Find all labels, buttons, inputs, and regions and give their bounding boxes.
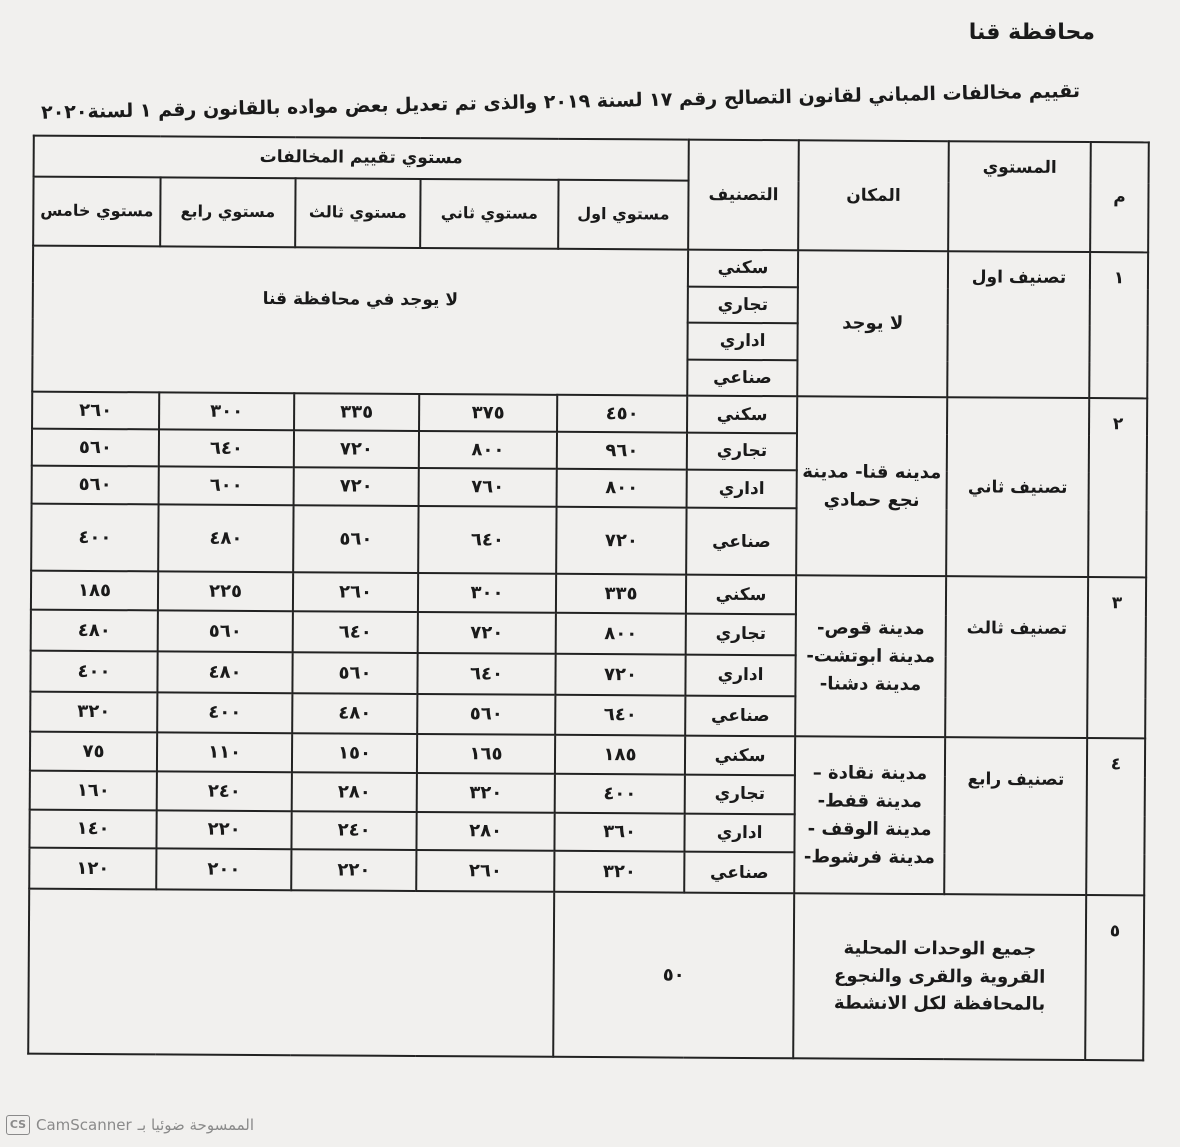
- tier-place: مدينة نقادة – مدينة قفط- مدينة الوقف - مدينة فرشوط-: [794, 737, 945, 895]
- tier-place: لا يوجد: [797, 250, 948, 397]
- use-type: اداري: [687, 469, 797, 508]
- use-type: صناعي: [684, 852, 794, 893]
- value-cell: ١٨٥: [555, 735, 685, 774]
- empty-cell: [28, 889, 554, 1057]
- use-type: تجاري: [686, 614, 796, 655]
- value-cell: ٣٠٠: [418, 573, 556, 613]
- header-level-5: مستوي خامس: [33, 176, 160, 246]
- value-cell: ٧٥: [30, 732, 157, 771]
- tier-level: تصنيف اول: [947, 251, 1090, 398]
- governorate-heading: محافظة قنا: [968, 20, 1095, 45]
- value-cell: ١٦٥: [417, 734, 555, 774]
- value-cell: ٣٧٥: [419, 394, 557, 431]
- value-cell: ١٥٠: [292, 733, 417, 772]
- value-cell: ١٨٥: [31, 571, 158, 610]
- tier-level: تصنيف ثالث: [945, 577, 1088, 739]
- tier-number: ٥: [1085, 895, 1144, 1060]
- value-cell: ٧٢٠: [556, 507, 686, 575]
- tier-number: ٢: [1088, 398, 1147, 577]
- header-level-4: مستوي رابع: [160, 177, 295, 247]
- value-cell: ٩٦٠: [557, 432, 687, 469]
- header-level-1: مستوي اول: [558, 180, 688, 250]
- use-type: سكني: [687, 396, 797, 433]
- document-title: تقييم مخالفات المباني لقانون التصالح رقم ١٧ لسنة ٢٠١٩ والذى تم تعديل بعض مواده بالقانون رقم ١ لسنة٢٠٢٠: [40, 80, 1081, 124]
- value-cell: ٢٦٠: [293, 573, 418, 612]
- scanner-watermark: [6, 1115, 254, 1135]
- value-cell: ٨٠٠: [419, 431, 557, 468]
- tier-place: مدينه قنا- مدينة نجع حمادي: [796, 397, 947, 577]
- value-cell: ١٤٠: [29, 809, 156, 848]
- tier-note: لا يوجد في محافظة قنا: [32, 246, 688, 396]
- value-cell: ٤٠٠: [157, 692, 292, 734]
- table-row: [31, 571, 1146, 616]
- header-level: المستوي: [948, 141, 1091, 252]
- value-cell: ١٦٠: [30, 771, 157, 810]
- value-cell: ٧٢٠: [294, 467, 419, 506]
- value-cell: ٥٠: [553, 892, 794, 1058]
- value-cell: ١٢٠: [29, 848, 156, 889]
- value-cell: ٢٨٠: [416, 812, 554, 852]
- tier-place: مدينة قوص- مدينة ابوتشت- مدينة دشنا-: [795, 576, 946, 738]
- tier-level: تصنيف ثاني: [946, 398, 1089, 578]
- value-cell: ٣٦٠: [554, 812, 684, 851]
- tier-number: ٤: [1086, 738, 1145, 895]
- use-type: تجاري: [688, 286, 798, 323]
- value-cell: ٨٠٠: [557, 468, 687, 507]
- use-type: صناعي: [687, 359, 797, 396]
- value-cell: ٢٠٠: [156, 849, 291, 891]
- value-cell: ١١٠: [157, 733, 292, 772]
- header-evaluation-levels: مستوي تقييم المخالفات: [34, 136, 689, 181]
- watermark-text: CamScanner: [36, 1116, 132, 1134]
- value-cell: ٣٢٠: [417, 773, 555, 813]
- value-cell: ٤٠٠: [30, 650, 157, 691]
- camscanner-logo-icon: CS: [6, 1115, 30, 1135]
- use-type: اداري: [684, 813, 794, 852]
- tier-number: ١: [1089, 252, 1148, 399]
- value-cell: ٤٥٠: [557, 395, 687, 432]
- value-cell: ٢٦٠: [416, 850, 554, 892]
- value-cell: ٥٦٠: [158, 611, 293, 653]
- value-cell: ٥٦٠: [417, 694, 555, 736]
- value-cell: ٣٣٥: [294, 394, 419, 431]
- value-cell: ٤٨٠: [157, 651, 292, 693]
- value-cell: ٦٤٠: [417, 653, 555, 695]
- value-cell: ٢٢٥: [158, 572, 293, 611]
- tier-place: جميع الوحدات المحلية القروية والقرى والنجوع بالمحافظة لكل الانشطة: [793, 893, 1086, 1060]
- header-classification: التصنيف: [688, 140, 799, 251]
- value-cell: ٣٢٠: [554, 851, 684, 892]
- violations-table-wrapper: [27, 135, 1148, 1062]
- value-cell: ٤٨٠: [158, 505, 293, 573]
- use-type: تجاري: [687, 433, 797, 470]
- value-cell: ٣٠٠: [159, 393, 294, 430]
- value-cell: ٦٤٠: [159, 429, 294, 466]
- value-cell: ٥٦٠: [293, 506, 418, 574]
- value-cell: ٧٦٠: [419, 468, 557, 508]
- value-cell: ٢٨٠: [292, 772, 417, 811]
- value-cell: ٤٠٠: [31, 504, 158, 572]
- value-cell: ٣٣٥: [556, 574, 686, 613]
- value-cell: ٥٦٠: [32, 465, 159, 504]
- watermark-text-ar: الممسوحة ضوئيا بـ: [137, 1116, 255, 1134]
- value-cell: ٦٠٠: [159, 466, 294, 505]
- header-level-2: مستوي ثاني: [420, 179, 558, 249]
- value-cell: ٢٤٠: [157, 771, 292, 810]
- value-cell: ٧٢٠: [294, 430, 419, 467]
- value-cell: ٢٢٠: [291, 849, 416, 890]
- tier-number: ٣: [1087, 578, 1146, 739]
- value-cell: ٢٦٠: [32, 392, 159, 429]
- use-type: اداري: [687, 323, 797, 360]
- table-row: [30, 732, 1145, 777]
- table-row: [33, 246, 1148, 289]
- use-type: سكني: [686, 575, 796, 614]
- value-cell: ٤٨٠: [292, 693, 417, 734]
- value-cell: ٤٨٠: [31, 610, 158, 651]
- value-cell: ٧٢٠: [418, 612, 556, 654]
- header-place: المكان: [798, 140, 949, 251]
- value-cell: ٤٠٠: [555, 774, 685, 813]
- value-cell: ٢٤٠: [291, 811, 416, 850]
- use-type: اداري: [685, 654, 795, 695]
- value-cell: ٦٤٠: [293, 611, 418, 652]
- value-cell: ٣٢٠: [30, 691, 157, 732]
- value-cell: ٧٢٠: [555, 654, 685, 695]
- header-level-3: مستوي ثالث: [295, 178, 420, 248]
- value-cell: ٢٢٠: [156, 810, 291, 849]
- violations-table: [27, 135, 1150, 1062]
- use-type: سكني: [685, 736, 795, 775]
- header-num: م: [1090, 142, 1149, 252]
- value-cell: ٦٤٠: [555, 694, 685, 735]
- tier-level: تصنيف رابع: [944, 737, 1087, 895]
- value-cell: ٦٤٠: [418, 506, 556, 574]
- use-type: صناعي: [685, 695, 795, 736]
- use-type: تجاري: [685, 775, 795, 814]
- table-row: [28, 889, 1144, 1061]
- header-row-1: [34, 136, 1149, 184]
- value-cell: ٥٦٠: [32, 429, 159, 466]
- use-type: سكني: [688, 250, 798, 287]
- use-type: صناعي: [686, 508, 796, 576]
- value-cell: ٨٠٠: [556, 613, 686, 654]
- value-cell: ٥٦٠: [292, 652, 417, 693]
